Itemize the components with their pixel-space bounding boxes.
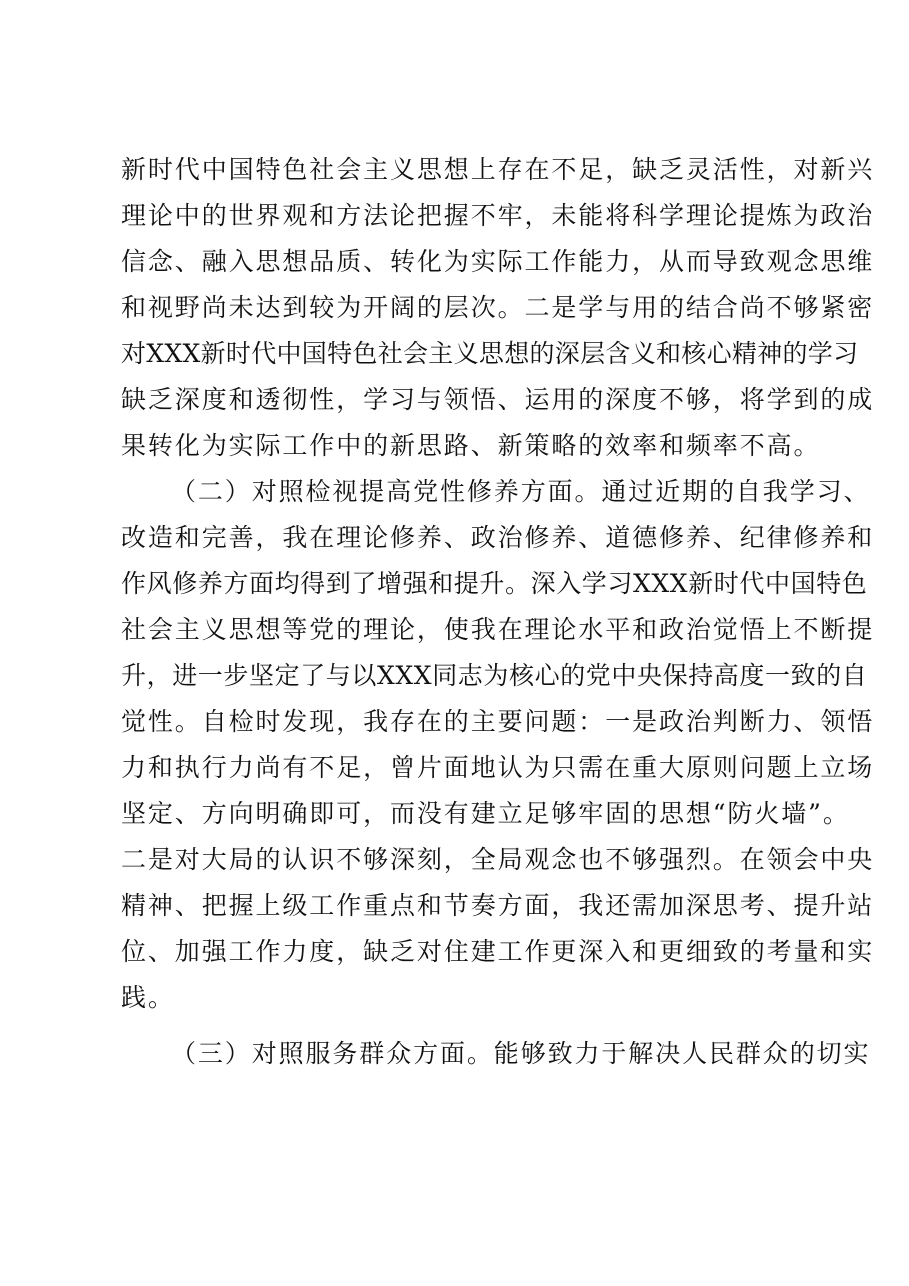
section-heading-two: （二）对照检视提高党性修养方面。通过近期的自我学习、: [171, 477, 871, 506]
text-line: 二是对大局的认识不够深刻，全局观念也不够强烈。在领会中央: [121, 845, 875, 874]
text-line: 对XXX新时代中国特色社会主义思想的深层含义和核心精神的学习: [121, 339, 859, 368]
text-line: 位、加强工作力度，缺乏对住建工作更深入和更细致的考量和实: [121, 937, 875, 966]
body-text: [121, 147, 875, 1077]
text-line: 新时代中国特色社会主义思想上存在不足，缺乏灵活性，对新兴: [121, 155, 875, 184]
text-line: 缺乏深度和透彻性，学习与领悟、运用的深度不够，将学到的成: [121, 385, 875, 414]
text-line: 和视野尚未达到较为开阔的层次。二是学与用的结合尚不够紧密: [121, 293, 875, 322]
text-line: 社会主义思想等党的理论，使我在理论水平和政治觉悟上不断提: [121, 615, 875, 644]
text-line: 力和执行力尚有不足，曾片面地认为只需在重大原则问题上立场: [121, 753, 875, 782]
text-line: 精神、把握上级工作重点和节奏方面，我还需加深思考、提升站: [121, 891, 875, 920]
text-line: 坚定、方向明确即可，而没有建立足够牢固的思想“防火墙”。: [121, 799, 850, 828]
text-line: 理论中的世界观和方法论把握不牢，未能将科学理论提炼为政治: [121, 201, 875, 230]
text-line: 践。: [121, 983, 175, 1012]
text-line: 信念、融入思想品质、转化为实际工作能力，从而导致观念思维: [121, 247, 875, 276]
text-line: 觉性。自检时发现，我存在的主要问题：一是政治判断力、领悟: [121, 707, 875, 736]
text-line: 果转化为实际工作中的新思路、新策略的效率和频率不高。: [121, 431, 821, 460]
section-heading-three: （三）对照服务群众方面。能够致力于解决人民群众的切实: [171, 1039, 871, 1068]
text-line: 作风修养方面均得到了增强和提升。深入学习XXX新时代中国特色: [121, 569, 868, 598]
text-line: 改造和完善，我在理论修养、政治修养、道德修养、纪律修养和: [121, 523, 875, 552]
text-line: 升，进一步坚定了与以XXX同志为核心的党中央保持高度一致的自: [121, 661, 868, 690]
